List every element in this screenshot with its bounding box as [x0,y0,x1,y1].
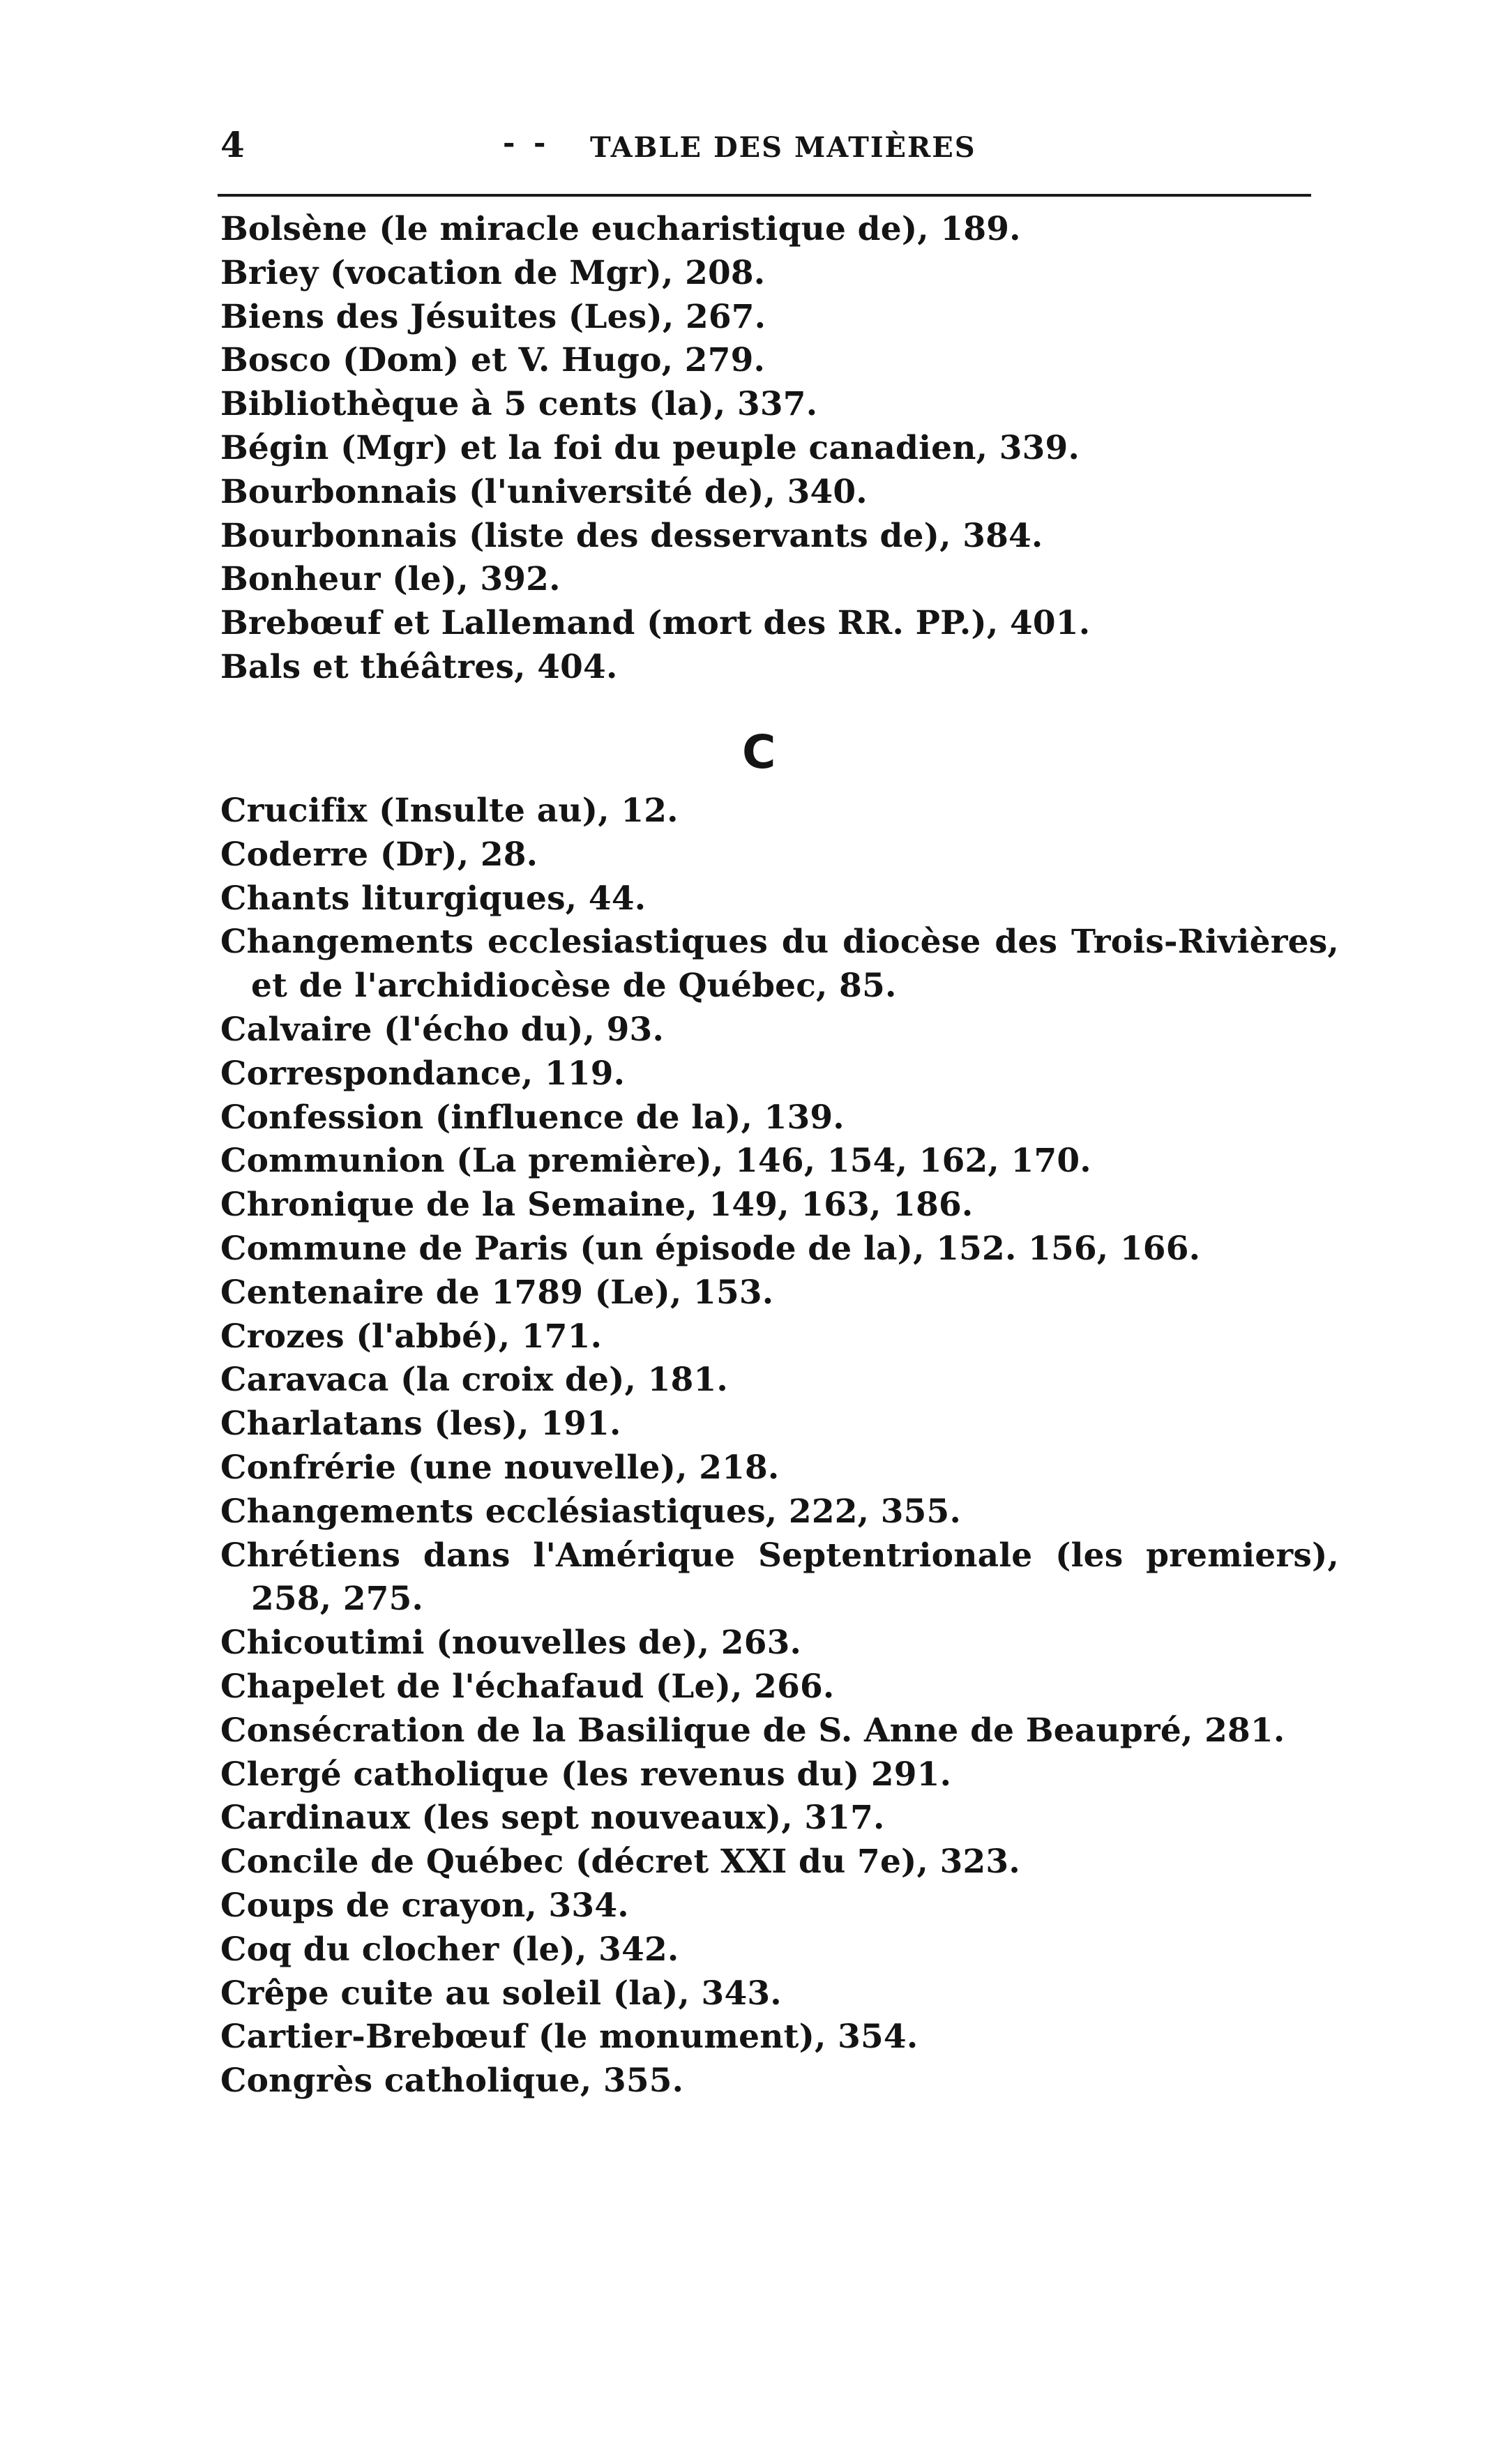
index-entry: Coq du clocher (le), 342. [220,1930,679,1969]
index-entry: Crozes (l'abbé), 171. [220,1317,603,1356]
index-entry: Bolsène (le miracle eucharistique de), 189. [220,210,1021,248]
page-number: 4 [220,124,245,165]
index-entry: Confession (influence de la), 139. [220,1098,845,1137]
index-entry: Communion (La première), 146, 154, 162, 170. [220,1142,1091,1181]
index-entry: Bosco (Dom) et V. Hugo, 279. [220,341,766,380]
index-entry: Calvaire (l'écho du), 93. [220,1010,665,1049]
index-entry: Confrérie (une nouvelle), 218. [220,1448,780,1487]
section-c-entries [220,789,1339,2103]
index-entry: Chapelet de l'échafaud (Le), 266. [220,1667,835,1706]
running-title: TABLE DES MATIÈRES [590,131,976,164]
index-entry: Chants liturgiques, 44. [220,879,647,918]
index-entry: Coups de crayon, 334. [220,1886,629,1925]
index-entry: Congrès catholique, 355. [220,2062,684,2101]
index-entry: Chronique de la Semaine, 149, 163, 186. [220,1186,974,1225]
index-entry: Crêpe cuite au soleil (la), 343. [220,1974,782,2013]
index-entry: Biens des Jésuites (Les), 267. [220,297,766,336]
index-entry: Bourbonnais (liste des desservants de), 384. [220,516,1043,555]
index-entry: Bals et théâtres, 404. [220,647,618,686]
index-entry: Bibliothèque à 5 cents (la), 337. [220,385,818,424]
index-entry: Cardinaux (les sept nouveaux), 317. [220,1799,885,1838]
index-entry: Correspondance, 119. [220,1054,626,1093]
index-entry: Charlatans (les), 191. [220,1405,621,1444]
index-entry: Changements ecclesiastiques du diocèse des Trois-Rivières, et de l'archidiocèse de Québec, 85. [220,923,1339,1006]
index-entry: Consécration de la Basilique de S. Anne de Beaupré, 281. [220,1711,1285,1750]
index-entry: Caravaca (la croix de), 181. [220,1361,728,1400]
index-entry: Chrétiens dans l'Amérique Septentrionale (les premiers), 258, 275. [220,1536,1339,1619]
index-entry: Clergé catholique (les revenus du) 291. [220,1755,952,1794]
index-entry: Concile de Québec (décret XXI du 7e), 323. [220,1843,1020,1882]
page-header [220,117,1308,173]
index-entry: Bourbonnais (l'université de), 340. [220,472,868,511]
index-entry: Bégin (Mgr) et la foi du peuple canadien, 339. [220,428,1080,467]
index-entry: Bonheur (le), 392. [220,560,561,599]
index-entry: Coderre (Dr), 28. [220,835,538,874]
index-entry: Changements ecclésiastiques, 222, 355. [220,1492,962,1531]
section-letter-c: C [742,725,776,779]
header-rule [218,194,1311,197]
index-entry: Centenaire de 1789 (Le), 153. [220,1273,774,1312]
index-entry: Brebœuf et Lallemand (mort des RR. PP.), 401. [220,604,1091,643]
index-entry: Cartier-Brebœuf (le monument), 354. [220,2018,918,2057]
index-entry: Chicoutimi (nouvelles de), 263. [220,1624,802,1663]
index-entry: Crucifix (Insulte au), 12. [220,792,679,830]
index-entry: Commune de Paris (un épisode de la), 152. 156, 166. [220,1229,1201,1268]
header-dashes: - - [503,126,550,160]
index-entry: Briey (vocation de Mgr), 208. [220,253,766,292]
section-b-entries [220,208,1336,690]
